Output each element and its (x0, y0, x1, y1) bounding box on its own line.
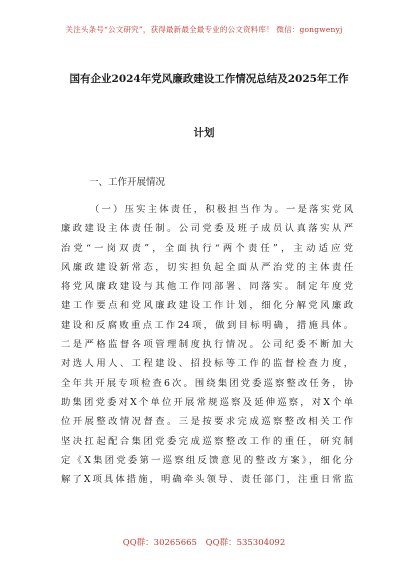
header-note: 关注头条号“公文研究”，获得最新最全最专业的公文资料库！ 微信：gongwenyj (65, 25, 343, 34)
body-line: 解了X项具体措施，明确牵头领导、责任部门，注重日常监 (61, 474, 353, 486)
body-line: 对选人用人、工程建设、招投标等工作的监督检查力度， (61, 358, 353, 370)
body-line: 治党“一岗双责”，全面执行“两个责任”，主动适应党 (61, 242, 353, 254)
body-line: 将党风廉政建设与其他工作同部署、同落实。制定年度党 (61, 281, 353, 293)
body-line: 坚决扛起配合集团党委完成巡察整改工作的重任，研究制 (61, 435, 353, 447)
body-line: 建设和反腐败重点工作24项，做到目标明确，措施具体。 (61, 319, 353, 331)
body-line: （一）压实主体责任，积极担当作为。一是落实党风 (90, 204, 353, 215)
footer-note: QQ群：30265665 QQ群：535304092 (122, 538, 286, 548)
body-line: 廉政建设主体责任制。公司党委及班子成员认真落实从严 (61, 223, 353, 235)
section-heading: 一、工作开展情况 (89, 177, 166, 188)
body-line: 建工作要点和党风廉政建设工作计划，细化分解党风廉政 (61, 300, 353, 312)
body-line: 风廉政建设新常态，切实担负起全面从严治党的主体责任 (61, 261, 353, 273)
body-text (61, 200, 353, 489)
document-title: 国有企业2024年党风廉政建设工作情况总结及2025年工作 (69, 73, 349, 85)
document-title-continued: 计划 (193, 127, 215, 139)
body-line: 全年共开展专项检查6次。围绕集团党委巡察整改任务，协 (61, 377, 353, 389)
body-line: 定《X集团党委第一巡察组反馈意见的整改方案》，细化分 (61, 454, 353, 466)
body-line: 二是严格监督各项管理制度执行情况。公司纪委不断加大 (61, 339, 353, 351)
body-line: 助集团党委对X个单位开展常规巡察及延伸巡察，对X个单 (61, 396, 353, 408)
body-line: 位开展整改情况督查。三是按要求完成巡察整改相关工作 (61, 416, 353, 428)
